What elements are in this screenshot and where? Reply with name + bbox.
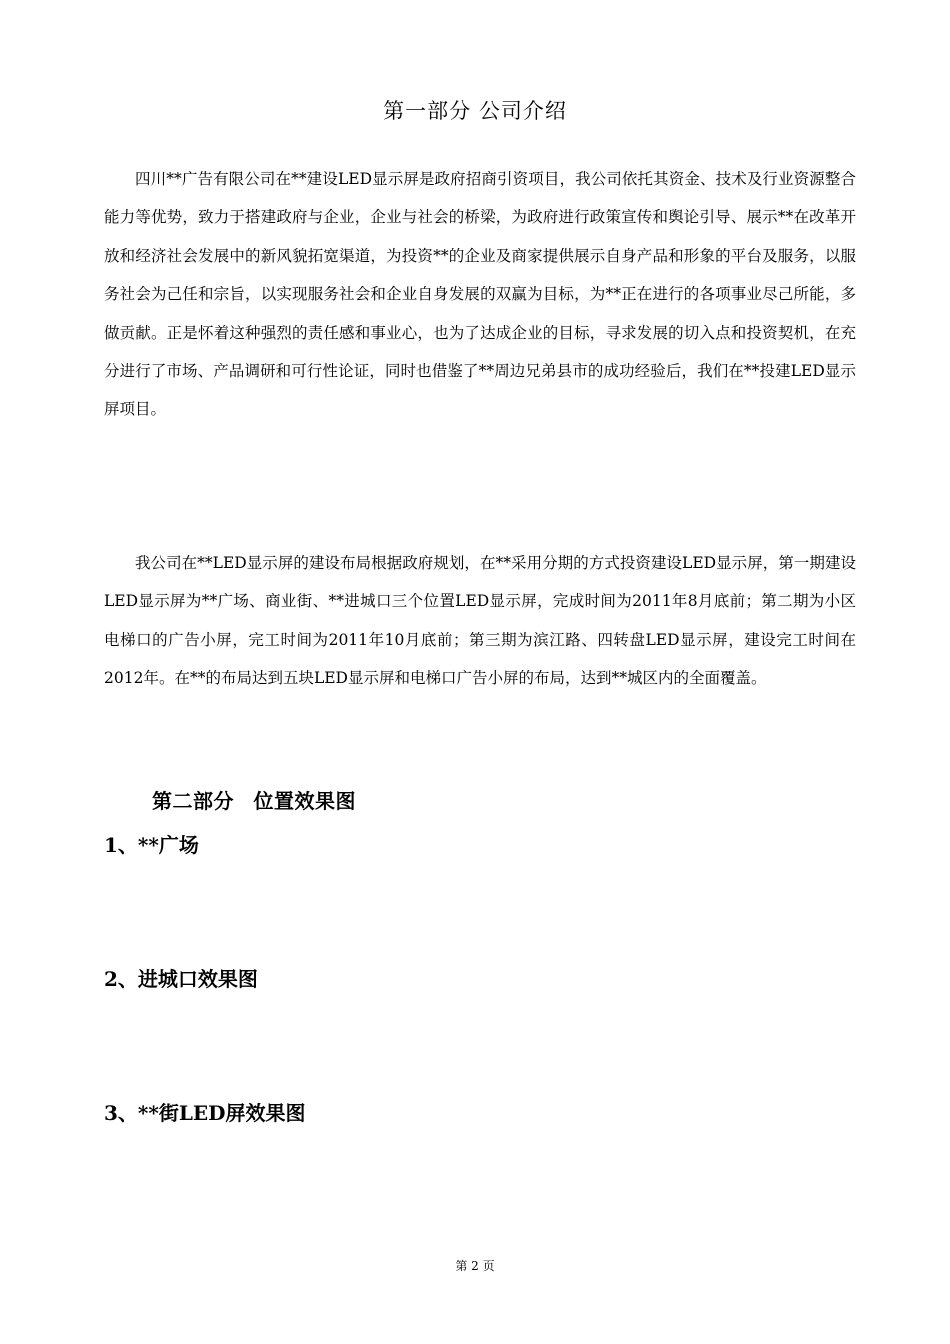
- location-heading-street-led: 3、**街LED屏效果图: [104, 1101, 306, 1125]
- location-heading-square: 1、**广场: [104, 833, 199, 857]
- page-number: 第 2 页: [455, 1259, 495, 1273]
- company-intro-paragraph: 四川**广告有限公司在**建设LED显示屏是政府招商引资项目，我公司依托其资金、技术及行业资源整合能力等优势，致力于搭建政府与企业，企业与社会的桥梁，为政府进行政策宣传和舆论引导、展示**在改革开放和经济社会发展中的新风貌拓宽渠道，为投资**的企业及商家提供展示自身产品和形象的平台及服务，以服务社会为己任和宗旨，以实现服务社会和企业自身发展的双赢为目标，为**正在进行的各项事业尽己所能，多做贡献。正是怀着这种强烈的责任感和事业心，也为了达成企业的目标，寻求发展的切入点和投资契机，在充分进行了市场、产品调研和可行性论证，同时也借鉴了**周边兄弟县市的成功经验后，我们在**投建LED显示屏项目。: [104, 170, 856, 419]
- part2-title: 第二部分 位置效果图: [152, 789, 356, 813]
- part1-title: 第一部分 公司介绍: [383, 99, 567, 123]
- location-heading-city-entrance: 2、进城口效果图: [104, 967, 258, 991]
- layout-plan-paragraph: 我公司在**LED显示屏的建设布局根据政府规划，在**采用分期的方式投资建设LED显示屏，第一期建设LED显示屏为**广场、商业街、**进城口三个位置LED显示屏，完成时间为2011年8月底前；第二期为小区电梯口的广告小屏，完工时间为2011年10月底前；第三期为滨江路、四转盘LED显示屏，建设完工时间在2012年。在**的布局达到五块LED显示屏和电梯口广告小屏的布局，达到**城区内的全面覆盖。: [104, 554, 856, 688]
